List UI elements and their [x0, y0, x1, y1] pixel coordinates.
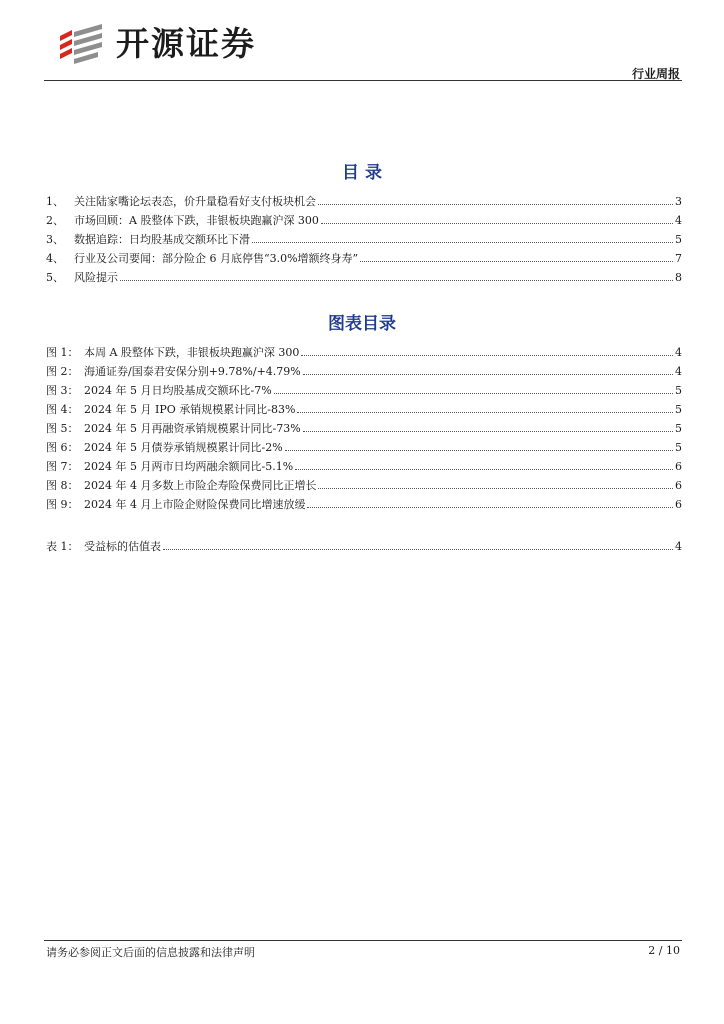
figure-page: 4 — [675, 365, 682, 378]
toc-item-number: 1、 — [46, 195, 64, 208]
toc-leader — [285, 450, 673, 451]
toc-item-page: 5 — [675, 233, 682, 246]
toc-item-title: 关注陆家嘴论坛表态，价升量稳看好支付板块机会 — [74, 195, 316, 208]
toc-item-number: 2、 — [46, 214, 64, 227]
kaiyuan-logo-icon — [58, 22, 104, 66]
figure-title: 海通证券/国泰君安保分别+9.78%/+4.79% — [84, 365, 301, 378]
toc-item-page: 3 — [675, 195, 682, 208]
table-label: 表 1： — [46, 540, 79, 553]
toc-leader — [360, 261, 673, 262]
figure-label: 图 2： — [46, 365, 79, 378]
figure-entry[interactable] — [46, 492, 682, 511]
toc-leader — [252, 242, 673, 243]
toc-item[interactable] — [46, 189, 682, 208]
toc-leader — [318, 488, 673, 489]
figures-list — [46, 340, 682, 511]
header-divider — [44, 80, 682, 81]
report-type-label: 行业周报 — [631, 67, 680, 81]
toc-item[interactable] — [46, 227, 682, 246]
toc-leader — [307, 507, 673, 508]
table-page: 4 — [675, 540, 682, 553]
figure-page: 4 — [675, 346, 682, 359]
figure-entry[interactable] — [46, 435, 682, 454]
toc-item-title: 行业及公司要闻：部分险企 6 月底停售“3.0%增额终身寿” — [74, 252, 359, 265]
toc-leader — [120, 280, 673, 281]
figure-title: 2024 年 5 月两市日均两融余额同比-5.1% — [84, 460, 294, 473]
toc-item-title: 市场回顾：A 股整体下跌，非银板块跑赢沪深 300 — [74, 214, 319, 227]
toc-title: 目 录 — [342, 163, 382, 183]
toc-item-title: 数据追踪：日均股基成交额环比下滑 — [74, 233, 250, 246]
figures-toc-title: 图表目录 — [328, 314, 396, 334]
toc-leader — [321, 223, 673, 224]
figure-entry[interactable] — [46, 397, 682, 416]
figure-title: 2024 年 4 月上市险企财险保费同比增速放缓 — [84, 498, 306, 511]
figure-label: 图 4： — [46, 403, 79, 416]
figure-entry[interactable] — [46, 359, 682, 378]
toc-item[interactable] — [46, 265, 682, 284]
brand-name: 开源证券 — [116, 24, 256, 63]
toc-leader — [301, 355, 673, 356]
figure-label: 图 6： — [46, 441, 79, 454]
toc-item[interactable] — [46, 208, 682, 227]
figure-page: 5 — [675, 422, 682, 435]
figure-title: 2024 年 5 月 IPO 承销规模累计同比-83% — [84, 403, 296, 416]
footer-divider — [44, 940, 682, 941]
figure-page: 6 — [675, 479, 682, 492]
figure-entry[interactable] — [46, 340, 682, 359]
figure-page: 5 — [675, 384, 682, 397]
page-number: 2 / 10 — [648, 944, 680, 957]
figure-page: 6 — [675, 460, 682, 473]
figure-label: 图 9： — [46, 498, 79, 511]
figure-label: 图 3： — [46, 384, 79, 397]
figure-page: 5 — [675, 441, 682, 454]
toc-leader — [303, 431, 673, 432]
figure-entry[interactable] — [46, 378, 682, 397]
toc-item-number: 4、 — [46, 252, 64, 265]
toc-item[interactable] — [46, 246, 682, 265]
figure-title: 本周 A 股整体下跌，非银板块跑赢沪深 300 — [84, 346, 300, 359]
toc-leader — [297, 412, 673, 413]
page-header — [44, 18, 682, 82]
figure-page: 5 — [675, 403, 682, 416]
toc-leader — [318, 204, 673, 205]
toc-item-page: 8 — [675, 271, 682, 284]
figure-title: 2024 年 5 月日均股基成交额环比-7% — [84, 384, 272, 397]
toc-list — [46, 189, 682, 284]
tables-list — [46, 534, 682, 553]
figure-label: 图 7： — [46, 460, 79, 473]
footer-disclaimer: 请务必参阅正文后面的信息披露和法律声明 — [46, 946, 255, 959]
toc-item-title: 风险提示 — [74, 271, 118, 284]
figure-page: 6 — [675, 498, 682, 511]
figure-title: 2024 年 4 月多数上市险企寿险保费同比正增长 — [84, 479, 317, 492]
toc-leader — [303, 374, 673, 375]
figure-label: 图 5： — [46, 422, 79, 435]
table-title: 受益标的估值表 — [84, 540, 161, 553]
figure-label: 图 8： — [46, 479, 79, 492]
figure-title: 2024 年 5 月再融资承销规模累计同比-73% — [84, 422, 301, 435]
toc-item-page: 4 — [675, 214, 682, 227]
toc-item-page: 7 — [675, 252, 682, 265]
figure-entry[interactable] — [46, 454, 682, 473]
toc-leader — [295, 469, 673, 470]
figure-entry[interactable] — [46, 416, 682, 435]
table-entry[interactable] — [46, 534, 682, 553]
toc-leader — [163, 549, 673, 550]
toc-item-number: 5、 — [46, 271, 64, 284]
toc-leader — [274, 393, 673, 394]
figure-label: 图 1： — [46, 346, 79, 359]
figure-entry[interactable] — [46, 473, 682, 492]
toc-item-number: 3、 — [46, 233, 64, 246]
figure-title: 2024 年 5 月债券承销规模累计同比-2% — [84, 441, 283, 454]
